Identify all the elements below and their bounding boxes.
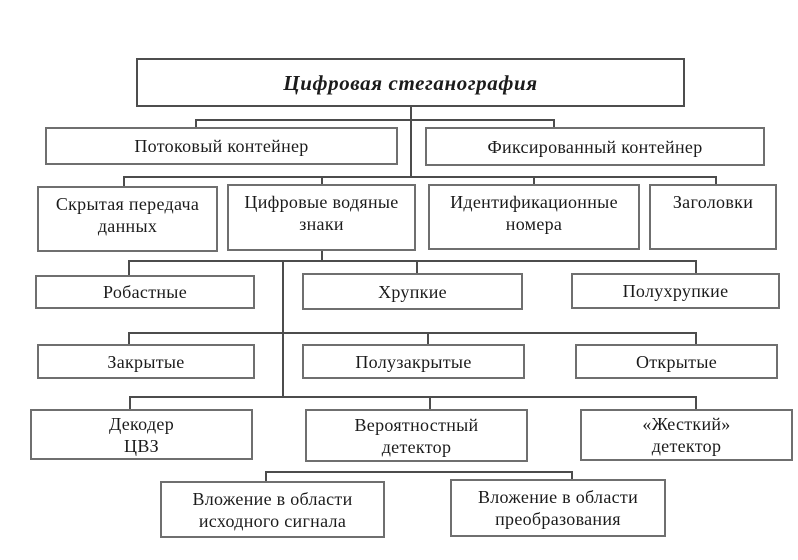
node-embedding-source-domain bbox=[160, 481, 385, 538]
connector-row7-rail bbox=[265, 471, 573, 473]
node-label: Открытые bbox=[635, 351, 718, 372]
node-wm-decoder bbox=[30, 409, 253, 460]
connector-row6-rail bbox=[129, 396, 697, 398]
node-label: Робастные bbox=[103, 282, 187, 302]
connector-stub bbox=[427, 332, 429, 344]
node-semi-fragile bbox=[571, 273, 780, 309]
node-fixed-container bbox=[425, 127, 765, 166]
connector-row2-rail bbox=[195, 119, 555, 121]
node-label: номера bbox=[505, 214, 563, 234]
connector-stub bbox=[129, 396, 131, 409]
connector-spine-watermark bbox=[282, 260, 284, 398]
node-hidden-data-transfer bbox=[37, 186, 218, 252]
node-label: Полухрупкие bbox=[622, 281, 729, 301]
connector-stub bbox=[695, 396, 697, 409]
node-label: Потоковый контейнер bbox=[134, 136, 309, 156]
node-label: детектор bbox=[381, 436, 452, 457]
node-label: Скрытая передача bbox=[55, 194, 200, 214]
node-label: знаки bbox=[299, 214, 344, 234]
node-label: Закрытые bbox=[107, 351, 185, 372]
node-open bbox=[575, 344, 778, 379]
node-headers bbox=[649, 184, 777, 250]
connector-row3-rail bbox=[123, 176, 717, 178]
node-semi-closed bbox=[302, 344, 525, 379]
node-fragile bbox=[302, 273, 523, 310]
connector-stub bbox=[128, 260, 130, 275]
connector-spine-title bbox=[410, 106, 412, 178]
connector-stub bbox=[695, 332, 697, 344]
connector-stub bbox=[416, 260, 418, 273]
node-stream-container bbox=[45, 127, 398, 165]
node-label: Декодер bbox=[108, 413, 175, 434]
node-label: детектор bbox=[651, 436, 722, 456]
node-label: исходного сигнала bbox=[198, 510, 347, 531]
node-embedding-transform-domain bbox=[450, 479, 666, 537]
node-identification-numbers bbox=[428, 184, 640, 250]
node-label: Вероятностный bbox=[354, 414, 479, 435]
node-label: Вложение в области bbox=[192, 488, 353, 509]
connector-stub bbox=[429, 396, 431, 409]
node-label: данных bbox=[97, 216, 158, 236]
node-label: Хрупкие bbox=[378, 281, 447, 302]
node-hard-detector bbox=[580, 409, 793, 461]
connector-row5-rail bbox=[128, 332, 697, 334]
node-digital-watermarks bbox=[227, 184, 416, 251]
node-probabilistic-detector bbox=[305, 409, 528, 462]
node-label: Идентификационные bbox=[450, 192, 618, 212]
node-label: Полузакрытые bbox=[355, 351, 472, 372]
connector-stub bbox=[128, 332, 130, 344]
node-label: ЦВЗ bbox=[124, 435, 159, 456]
connector-row4-rail bbox=[128, 260, 697, 262]
node-label: Фиксированный контейнер bbox=[487, 136, 703, 157]
node-robust bbox=[35, 275, 255, 309]
node-label: Цифровая стеганография bbox=[283, 70, 538, 95]
node-label: «Жесткий» bbox=[642, 414, 731, 434]
node-digital-steganography bbox=[136, 58, 685, 107]
node-label: Цифровые водяные bbox=[244, 192, 399, 212]
node-label: Заголовки bbox=[672, 192, 754, 212]
node-closed bbox=[37, 344, 255, 379]
node-label: преобразования bbox=[495, 509, 621, 529]
node-label: Вложение в области bbox=[477, 487, 639, 507]
connector-stub bbox=[695, 260, 697, 273]
